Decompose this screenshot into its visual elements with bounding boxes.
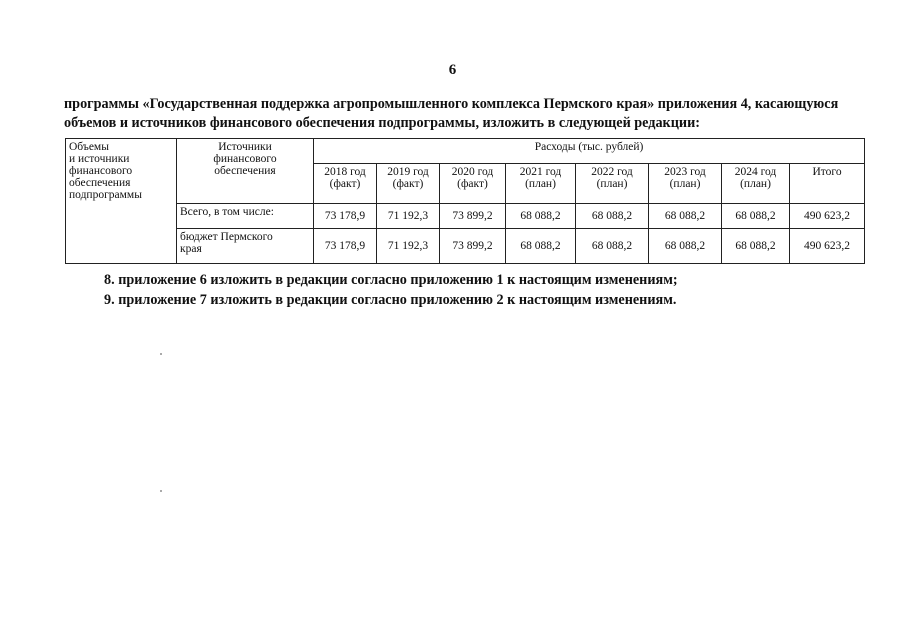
page-number: 6: [448, 62, 457, 78]
year-status: (факт): [457, 178, 488, 190]
year-label: 2023 год: [664, 166, 706, 178]
value-cell: 68 088,2: [649, 229, 722, 264]
value-cell: 73 899,2: [440, 204, 506, 229]
intro-line-2: объемов и источников финансового обеспечения подпрограммы, изложить в следующей редакции:: [64, 115, 700, 131]
col1-header-line: финансового: [69, 165, 133, 177]
scan-speck: [160, 490, 162, 492]
value-cell: 73 899,2: [440, 229, 506, 264]
year-label: 2024 год: [734, 166, 777, 178]
value-cell: 68 088,2: [722, 229, 790, 264]
col2-header-line: финансового: [213, 153, 277, 165]
value-cell: 73 178,9: [314, 204, 377, 229]
row-label-line: края: [180, 243, 202, 255]
sources-header-cell: [177, 139, 314, 204]
amendment-item: 8. приложение 6 изложить в редакции согласно приложению 1 к настоящим изменениям;: [104, 272, 678, 288]
year-status: (факт): [329, 178, 361, 190]
value-cell: 490 623,2: [790, 204, 865, 229]
expenses-header: Расходы (тыс. рублей): [534, 141, 644, 153]
year-status: (план): [525, 178, 556, 190]
value-cell: 68 088,2: [506, 204, 576, 229]
value-cell: 68 088,2: [576, 229, 649, 264]
year-label: 2021 год: [519, 166, 562, 178]
row-label-line: бюджет Пермского: [180, 231, 273, 243]
value-cell: 73 178,9: [314, 229, 377, 264]
year-label: 2019 год: [387, 166, 429, 178]
table-row: [66, 204, 865, 229]
value-cell: 68 088,2: [722, 204, 790, 229]
year-label: 2018 год: [324, 166, 366, 178]
year-header-cell: [506, 164, 576, 204]
value-cell: 68 088,2: [576, 204, 649, 229]
volumes-sources-header-cell: [66, 139, 177, 264]
year-status: (план): [669, 178, 701, 190]
year-header-cell: [377, 164, 440, 204]
year-status: (план): [596, 178, 628, 190]
scan-speck: [160, 353, 162, 355]
col1-header-line: подпрограммы: [69, 189, 142, 201]
year-status: (план): [740, 178, 771, 190]
col2-header-line: обеспечения: [214, 165, 276, 177]
col1-header-line: Объемы: [69, 141, 109, 153]
amendment-items: [104, 270, 678, 310]
value-cell: 68 088,2: [649, 204, 722, 229]
financing-table: [65, 138, 865, 264]
total-header-cell: [790, 164, 865, 204]
col1-header-line: обеспечения: [69, 177, 131, 189]
year-header-cell: [314, 164, 377, 204]
year-header-cell: [649, 164, 722, 204]
amendment-item: 9. приложение 7 изложить в редакции согласно приложению 2 к настоящим изменениям.: [104, 292, 677, 308]
intro-line-1: программы «Государственная поддержка агропромышленного комплекса Пермского края» приложения 4, касающуюся: [64, 96, 839, 112]
intro-paragraph: [64, 95, 864, 133]
col2-header-line: Источники: [218, 141, 272, 153]
year-header-cell: [576, 164, 649, 204]
year-header-cell: [722, 164, 790, 204]
value-cell: 71 192,3: [377, 204, 440, 229]
row-label-cell: [177, 204, 314, 229]
year-label: 2020 год: [451, 166, 494, 178]
total-header: Итого: [812, 166, 842, 178]
col1-header-line: и источники: [69, 153, 130, 165]
value-cell: 490 623,2: [790, 229, 865, 264]
row-label: Всего, в том числе:: [180, 206, 274, 218]
year-header-cell: [440, 164, 506, 204]
table-row: [66, 229, 865, 264]
year-label: 2022 год: [591, 166, 633, 178]
year-status: (факт): [392, 178, 424, 190]
row-label-cell: [177, 229, 314, 264]
value-cell: 71 192,3: [377, 229, 440, 264]
expenses-header-cell: [314, 139, 865, 164]
value-cell: 68 088,2: [506, 229, 576, 264]
